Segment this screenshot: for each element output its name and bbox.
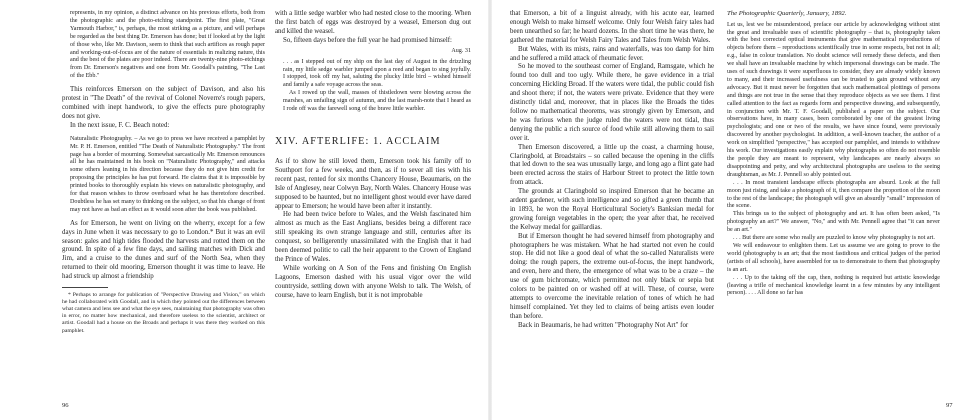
left-page-column-1 bbox=[62, 10, 265, 335]
footnote-rule bbox=[62, 287, 108, 288]
block-quote: . . . But there are some who really are puzzled to know why photography is not art. bbox=[733, 235, 935, 242]
left-page-column-2 bbox=[275, 10, 471, 300]
journal-quote: . . . as I stepped out of my ship on the last day of August in the drizzling rain, my little sedge warbler jumped upon a reed and began to sing joyfully. I stopped, took off my hat, saluting the plucky little bird – wished himself and family a safe voyage across the seas. bbox=[283, 58, 471, 89]
block-quote: Naturalistic Photography. – As we go to press we have received a pamphlet by Mr. P. H. Emerson, entitled "The Death of Naturalistic Photography." The front page has a border of mourning. Somewhat sarcastically Mr. Emerson renounces all he has maintained in his book on "Naturalistic Photography," and attacks some others leaning in his direction because they do not give him credit for proposing the principles he has put forward. He claims that it is impossible by printed books to thoroughly explain his views on naturalistic photography, and for that reason wishes to throw overboard what he has theretofore described. Doubtless he has set many to thinking on the subject, so that his change of front may not have as bad an effect as it would soon after the book was published. bbox=[70, 135, 265, 213]
paragraph: In the next issue, F. C. Beach noted: bbox=[70, 121, 170, 129]
block-quote: Let us, lest we be misunderstood, preface our article by acknowledging without stint the great and invaluable uses of scientific photography – that is, photography taken with the best corrected optical instruments that give mathematical reproductions of objects before them – reproductions scientifically true in some respects, but not in all; e.g., false in colour translation. No doubt science will remedy these defects, and then we shall have an invaluable machine by which impersonal drawings can be made. The uses of such drawings it were superfluous to consider, they are already widely known to many, and their increased usefulness can be trusted to gain ground without any advocacy. But it must never be forgotten that such mathematical plottings of persons and things are not true in the sense that they reproduce objects as we see them. I first called attention to the fact as regards form and perspective drawing, and subsequently, in conjunction with Mr. T. F. Goodall, published a paper on the subject. Our observations have, in many cases, been corroborated by one of the greatest living psychologists; and one or two of the results, we have since found, were previously discovered by another psychologist. In addition, a well-known teacher, the author of a work on simplified "perspective," has accepted our pamphlet, and intends to withdraw his work. Our investigations easily explain why photographs so often do not resemble the people they are meant to represent, why landscapes are nearly always so disappointing and petty, and why architectural photographs are useless to the seeing draughtsman, as Mr. J. Pennell so ably pointed out. bbox=[727, 21, 940, 178]
journal-date: Aug. 31 bbox=[451, 47, 471, 54]
paragraph: So, fifteen days before the full year he had promised himself: bbox=[283, 36, 452, 44]
quote-continuation: represents, in my opinion, a distinct advance on his previous efforts, both from the photographic and the photo-etching standpoint. The first plate, "Great Yarmouth Harbor," is, perhaps, the most striking as a picture, and will perhaps be regarded as the best thing Dr. Emerson has done; but if looked at by the light of those who, like Mr. Davison, seem to think that such artifices as rough paper and working-out-of-focus are of the nature of essentials in realizing nature, this and the best of the plates are poor indeed. There are twenty-nine photo-etchings from Dr. Emerson's negatives and one from Mr. Goodall's painting, "The Last of the Ebb." bbox=[70, 10, 265, 80]
block-quote: . . . Up to the taking off the cap, then, nothing is required but artistic knowledge (leaving a trifle of mechanical knowledge learnt in a few minutes by any intelligent person). . . . All done so far has bbox=[727, 274, 940, 297]
paragraph: with a little sedge warbler who had nested close to the mooring. When the first batch of eggs was destroyed by a weasel, Emerson dug out and killed the weasel. bbox=[275, 10, 471, 35]
block-quote: This brings us to the subject of photography and art. It has often been asked, "Is photography an art?" We answer, "No," and with Mr. Pennell agree that "it can never be an art." bbox=[727, 211, 940, 234]
paragraph: that Emerson, a bit of a linguist already, with his acute ear, learned enough Welsh to make himself welcome. Only four Welsh fairy tales had been unearthed so far; he heard dozens. In the short time he was there, he gathered the material for Welsh Fairy Tales and Tales from Welsh Wales. bbox=[510, 10, 714, 44]
paragraph: But Wales, with its mists, rains and waterfalls, was too damp for him and he suffered a mild attack of rheumatic fever. bbox=[510, 45, 714, 62]
chapter-heading: XIV. AFTERLIFE: 1. ACCLAIM bbox=[275, 135, 441, 147]
paragraph: Then Emerson discovered, a little up the coast, a charming house, Claringbold, at Broadstairs – so called because the opening in the cliffs that led down to the sea was unusually large, and long ago a flint gate had been erected across the stairs of Harbour Street to protect the little town from attack. bbox=[510, 143, 714, 187]
footnote: * Perhaps to arrange for publication of "Perspective Drawing and Vision," on which he had collaborated with Goodall, and in which they pointed out the differences between what camera and lens see and what the eye sees, maintaining that photography was often in error, no matter how mechanical, and therefore useless to the scientist, architect or artist. Goodall had a house on the Broads and perhaps it was there they worked on this pamphlet. bbox=[62, 292, 265, 334]
page-number: 96 bbox=[62, 402, 69, 409]
paragraph: While working on A Son of the Fens and finishing On English Lagoons, Emerson dashed with his usual vigor over the wild countryside, settling down with anyone Welsh to talk. The Welsh, of course, have to learn English, but it is not improbable bbox=[275, 264, 471, 299]
paragraph: The grounds at Claringbold so inspired Emerson that he became an ardent gardener, with such intelligence and so gifted a green thumb that in 1893, he won the Royal Horticultural Society's Banksian medal for growing foreign vegetables in the open; the year after that, he received the Kelway medal for gaillardias. bbox=[510, 188, 714, 231]
page-gutter bbox=[488, 0, 492, 420]
block-quote: . . . In most transient landscape effects photographs are absurd. Look at the full moon just rising, and take a photograph of it, then compare the proportion of the moon to the rest of the landscape; the photograph will give an absurdly "small" impression of the scene. bbox=[727, 179, 940, 210]
paragraph: But if Emerson thought he had severed himself from photography and photographers he was mistaken. What he had started not even he could stop. He did not like a good deal of what the so-called Naturalists were doing: the rough papers, the extreme out-of-focus, the inept handwork, and even, here and there, the emergence of what was to be a craze – the use of gum bichromate, which permitted not only black or sepia but colors to be painted on or washed off at will. These, of course, were attempts to overcome the inevitable relation of tones of which he had himself complained. Yet they led to claims of being artists even louder than before. bbox=[510, 232, 714, 320]
page-number: 97 bbox=[946, 402, 953, 409]
paragraph: As if to show he still loved them, Emerson took his family off to Southport for a few weeks, and then, as if to sever all ties with his recent past, rented for six months Chancery House, Beaumaris, on the Isle of Anglesey, near Colwyn Bay, North Wales. Chancery House was supposed to be haunted, but no intelligent ghost would ever have dared appear to Emerson; he would have been after it instantly. bbox=[275, 157, 471, 210]
journal-quote: As I rowed up the wall, masses of thistledown were blowing across the marshes, an unfailing sign of autumn, and the last marsh-note that I heard as I rode off was the farewell song of the brave little warbler. bbox=[283, 90, 471, 113]
paragraph: He had been twice before to Wales, and the Welsh fascinated him almost as much as the East Anglians, besides being a different race still speaking its own strange language and still, centuries after its conquest, so belligerently unassimilated with the English that it had been deemed politic to call the heir apparent to the Crown of England the Prince of Wales. bbox=[275, 211, 471, 263]
right-page-column-2 bbox=[727, 10, 940, 298]
right-page-column-1 bbox=[510, 10, 714, 331]
paragraph: As for Emerson, he went on living on the wherry, except for a few days in June when it was necessary to go to London.* But it was an evil season: gales and high tides flooded the harvests and rotted them on the ground. In spite of a few fine days, and sailing matches with Dick and Jim, and a cruise to the dunes and surf of the North Sea, when they returned to their old mooring, Emerson thought it was time to leave. He had struck up almost a friendship bbox=[62, 219, 265, 281]
paragraph: Back in Beaumaris, he had written "Photography Not Art" for bbox=[518, 321, 689, 329]
block-quote: We will endeavour to enlighten them. Let us assume we are going to prove to the world (photography is an art; that the most fastidious and critical judges of the period (artists of all schools), have assembled for us to demonstrate to them that photography is an art. bbox=[727, 242, 940, 273]
paragraph: This reinforces Emerson on the subject of Davison, and also his protest in "The Death" of the revival of Colonel Noverre's rough papers, combined with inept handwork, to give the effects pure photography does not give. bbox=[62, 86, 265, 120]
paragraph: So he moved to the southeast corner of England, Ramsgate, which he found too dull and too ugly. While there, he gave evidence in a trial concerning Hickling Broad. If the waters were tidal, the public could fish and shoot there; if not, the waters were private. Evidence that they were distinctly tidal and, moreover, that in places like the Broads the tides follow no mathematical theorems, was strongly given by Emerson, and he was furious when the judge ruled the waters were not tidal, thus denying the public a rich source of food while still allowing them to sail over it. bbox=[510, 63, 714, 142]
quote-source: The Photographic Quarterly, January, 1892. bbox=[727, 10, 847, 17]
